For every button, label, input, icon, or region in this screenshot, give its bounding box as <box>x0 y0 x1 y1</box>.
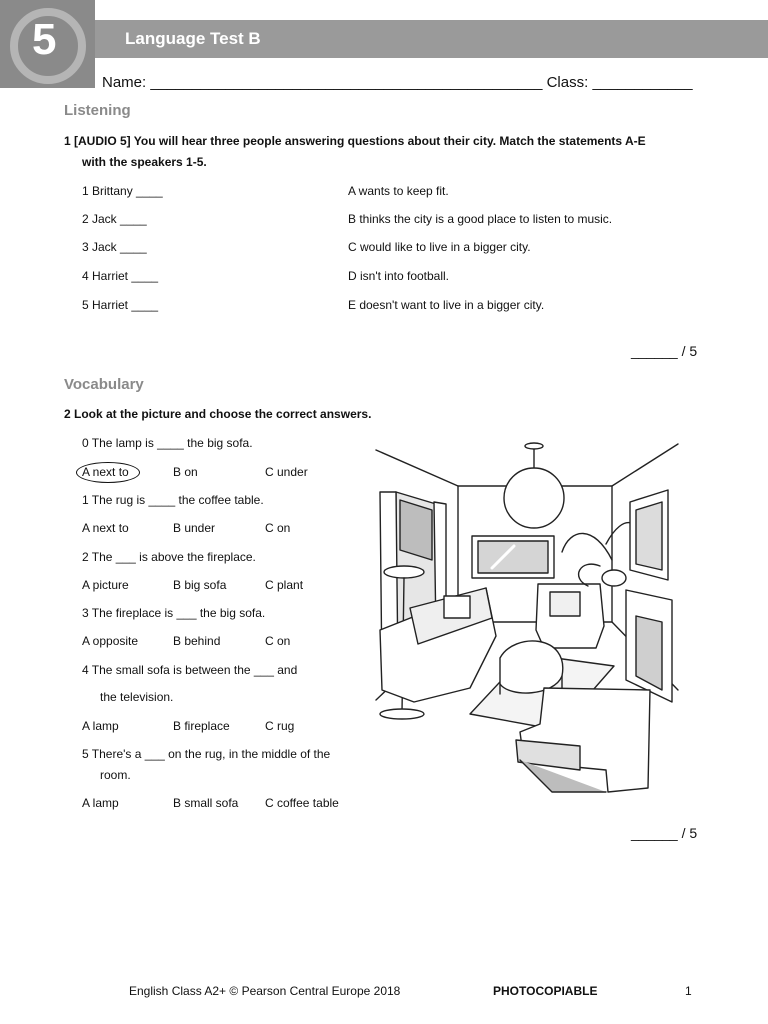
footer-photocopiable: PHOTOCOPIABLE <box>493 984 598 998</box>
question-stem: 4 The small sofa is between the ___ and <box>82 663 298 677</box>
option-b[interactable]: B behind <box>173 634 221 648</box>
option-c[interactable]: C on <box>265 521 291 535</box>
speaker-item: 5 Harriet ____ <box>82 298 159 312</box>
question-stem: 3 The fireplace is ___ the big sofa. <box>82 606 266 620</box>
option-b[interactable]: B under <box>173 521 216 535</box>
listening-instruction-line2: with the speakers 1-5. <box>82 155 207 169</box>
listening-instruction <box>64 131 724 173</box>
question-stem: 5 There's a ___ on the rug, in the middle of the <box>82 747 331 761</box>
option-a[interactable]: A lamp <box>82 796 119 810</box>
speaker-item: 4 Harriet ____ <box>82 269 159 283</box>
listening-heading: Listening <box>64 102 131 119</box>
option-c[interactable]: C coffee table <box>265 796 339 810</box>
option-b[interactable]: B small sofa <box>173 796 239 810</box>
speaker-item: 2 Jack ____ <box>82 212 147 226</box>
speaker-item: 1 Brittany ____ <box>82 184 163 198</box>
living-room-illustration <box>374 440 680 820</box>
question-stem: 1 The rug is ____ the coffee table. <box>82 493 264 507</box>
page-number: 1 <box>685 984 692 998</box>
option-c[interactable]: C on <box>265 634 291 648</box>
option-b[interactable]: B on <box>173 465 198 479</box>
option-a[interactable]: A opposite <box>82 634 139 648</box>
speaker-item: 3 Jack ____ <box>82 240 147 254</box>
page-title: Language Test B <box>125 29 261 48</box>
vocabulary-score: ______ / 5 <box>631 825 698 841</box>
question-stem-continued: room. <box>100 768 131 782</box>
statement-item: C would like to live in a bigger city. <box>348 240 531 254</box>
question-stem: 2 The ___ is above the fireplace. <box>82 550 256 564</box>
question-stem-continued: the television. <box>100 690 174 704</box>
listening-instruction-line1: 1 [AUDIO 5] You will hear three people answering questions about their city. Match the statements A-E <box>64 134 646 148</box>
option-c[interactable]: C plant <box>265 578 304 592</box>
option-c[interactable]: C under <box>265 465 308 479</box>
option-b[interactable]: B big sofa <box>173 578 227 592</box>
statement-item: E doesn't want to live in a bigger city. <box>348 298 545 312</box>
statement-item: A wants to keep fit. <box>348 184 449 198</box>
header-bar <box>95 20 768 58</box>
vocabulary-heading: Vocabulary <box>64 376 144 393</box>
statement-item: D isn't into football. <box>348 269 450 283</box>
name-class-line: Name: _______________________________________________ Class: ____________ <box>102 74 693 91</box>
option-a[interactable]: A next to <box>82 465 129 479</box>
option-c[interactable]: C rug <box>265 719 295 733</box>
footer-copyright: English Class A2+ © Pearson Central Europe 2018 <box>129 984 401 998</box>
unit-number: 5 <box>32 15 57 64</box>
listening-score: ______ / 5 <box>631 343 698 359</box>
question-stem: 0 The lamp is ____ the big sofa. <box>82 436 253 450</box>
statement-item: B thinks the city is a good place to listen to music. <box>348 212 613 226</box>
option-a[interactable]: A next to <box>82 521 129 535</box>
option-b[interactable]: B fireplace <box>173 719 230 733</box>
option-a[interactable]: A picture <box>82 578 129 592</box>
vocabulary-instruction: 2 Look at the picture and choose the correct answers. <box>64 407 372 421</box>
answer-circle <box>76 462 140 483</box>
option-a[interactable]: A lamp <box>82 719 119 733</box>
unit-badge <box>0 0 95 88</box>
